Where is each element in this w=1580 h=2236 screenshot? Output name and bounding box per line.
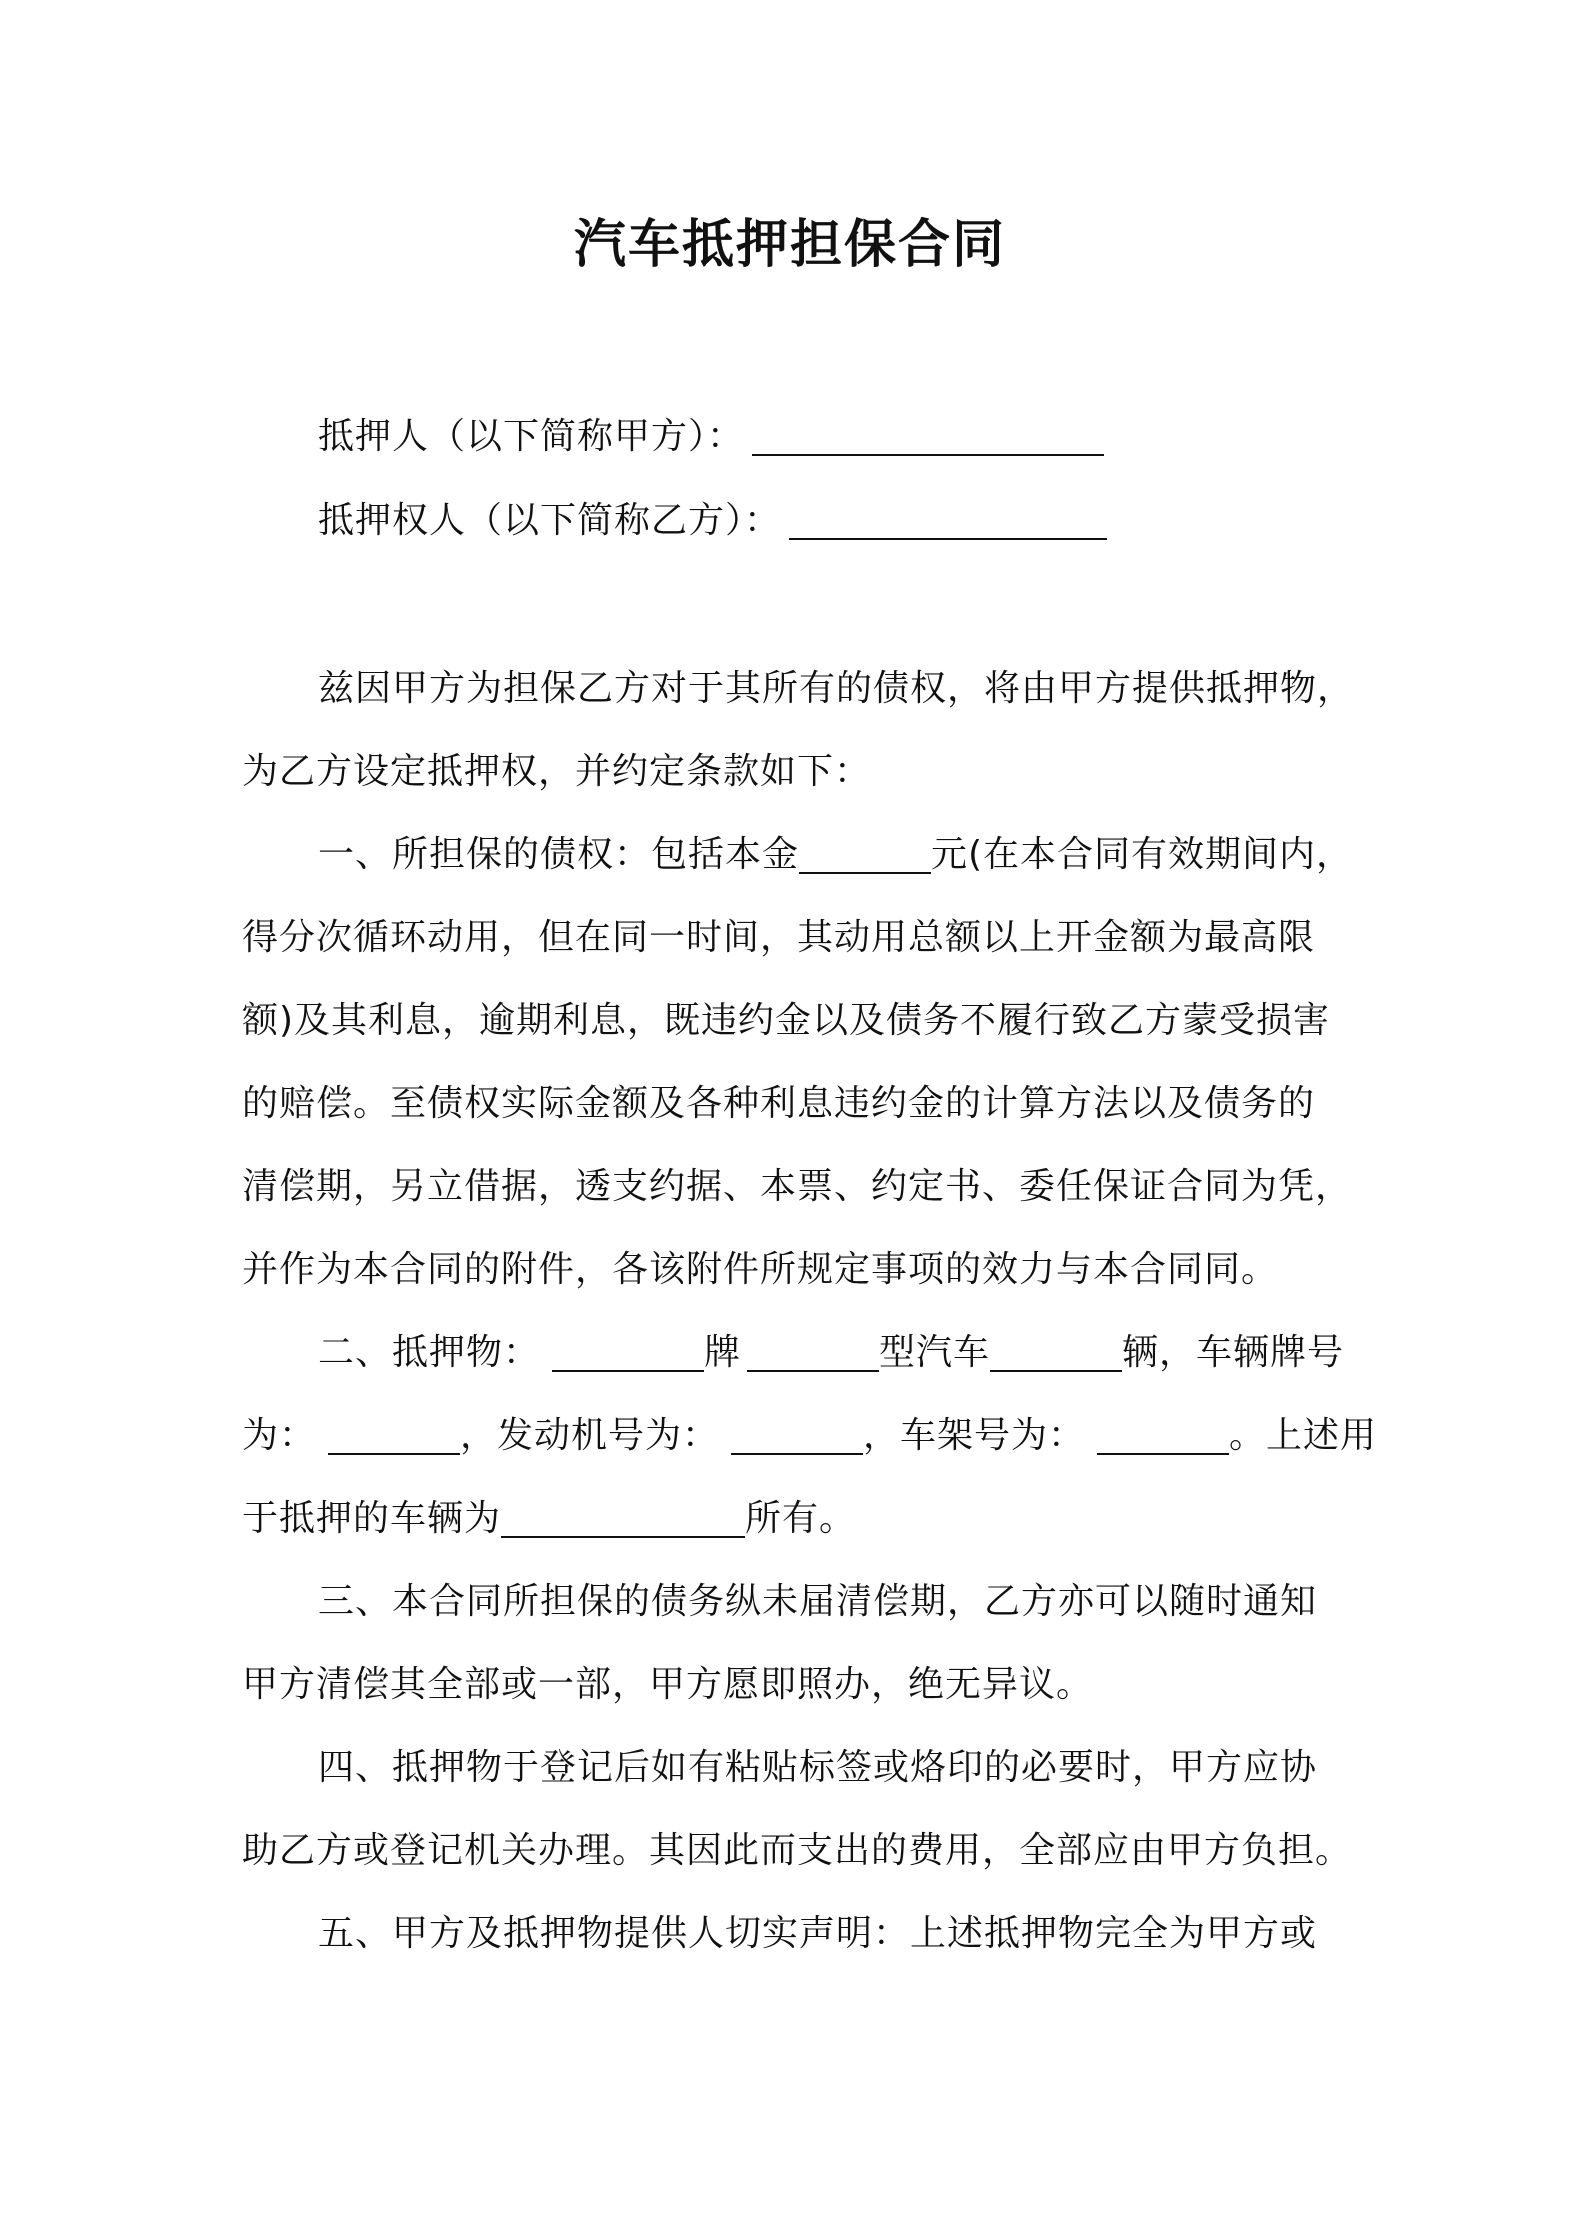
engine-number-blank	[731, 1413, 863, 1455]
article2-text-b: 牌	[704, 1332, 742, 1373]
article3-line-1: 三、本合同所担保的债务纵未届清偿期，乙方亦可以随时通知	[318, 1581, 1318, 1622]
article1-line-2: 得分次循环动用，但在同一时间，其动用总额以上开金额为最高限	[242, 917, 1316, 958]
article2-line-1	[318, 1328, 1344, 1378]
mortgagee-label: 抵押权人（以下简称乙方）：	[318, 500, 782, 541]
article2-text-e: 为：	[242, 1415, 317, 1456]
article1-line-4: 的赔偿。至债权实际金额及各种利息违约金的计算方法以及债务的	[242, 1083, 1316, 1124]
article2-text-d: 辆，车辆牌号	[1122, 1332, 1345, 1373]
document-title: 汽车抵押担保合同	[573, 215, 1006, 275]
article2-line-2	[242, 1411, 1377, 1461]
article1-line-5: 清偿期，另立借据，透支约据、本票、约定书、委任保证合同为凭，	[242, 1166, 1353, 1207]
principal-amount-blank	[799, 832, 931, 874]
article1-line-6: 并作为本合同的附件，各该附件所规定事项的效力与本合同同。	[242, 1249, 1279, 1290]
article1-text-b: 元(在本合同有效期间内，	[931, 834, 1354, 875]
article1-text-a: 一、所担保的债权：包括本金	[318, 834, 800, 875]
article4-line-2: 助乙方或登记机关办理。其因此而支出的费用，全部应由甲方负担。	[242, 1830, 1353, 1871]
article3-line-2: 甲方清偿其全部或一部，甲方愿即照办，绝无异议。	[242, 1664, 1094, 1705]
article5-line-1: 五、甲方及抵押物提供人切实声明：上述抵押物完全为甲方或	[318, 1913, 1318, 1954]
article2-line-3	[242, 1494, 856, 1544]
article2-text-j: 所有。	[745, 1498, 857, 1539]
article1-line-3: 额)及其利息，逾期利息，既违约金以及债务不履行致乙方蒙受损害	[242, 1000, 1331, 1041]
mortgagor-blank	[752, 414, 1104, 456]
mortgagee-blank	[789, 498, 1107, 540]
article2-text-i: 于抵押的车辆为	[242, 1498, 502, 1539]
article2-text-a: 二、抵押物：	[318, 1332, 541, 1373]
mortgagor-line	[318, 412, 1104, 462]
preamble-line-2: 为乙方设定抵押权，并约定条款如下：	[242, 751, 872, 792]
brand-blank	[552, 1330, 704, 1372]
article4-line-1: 四、抵押物于登记后如有粘贴标签或烙印的必要时，甲方应协	[318, 1747, 1318, 1788]
article2-text-c: 型汽车	[879, 1332, 991, 1373]
vehicle-count-blank	[990, 1330, 1122, 1372]
article1-line-1	[318, 830, 1353, 880]
mortgagee-line	[318, 496, 1107, 546]
article2-text-f: ，发动机号为：	[460, 1415, 720, 1456]
model-blank	[747, 1330, 879, 1372]
article2-text-g: ，车架号为：	[863, 1415, 1086, 1456]
article2-text-h: 。上述用	[1229, 1415, 1378, 1456]
owner-blank	[501, 1496, 745, 1538]
frame-number-blank	[1097, 1413, 1229, 1455]
plate-number-blank	[328, 1413, 460, 1455]
mortgagor-label: 抵押人（以下简称甲方）：	[318, 416, 745, 457]
preamble-line-1: 兹因甲方为担保乙方对于其所有的债权，将由甲方提供抵押物，	[318, 668, 1355, 709]
